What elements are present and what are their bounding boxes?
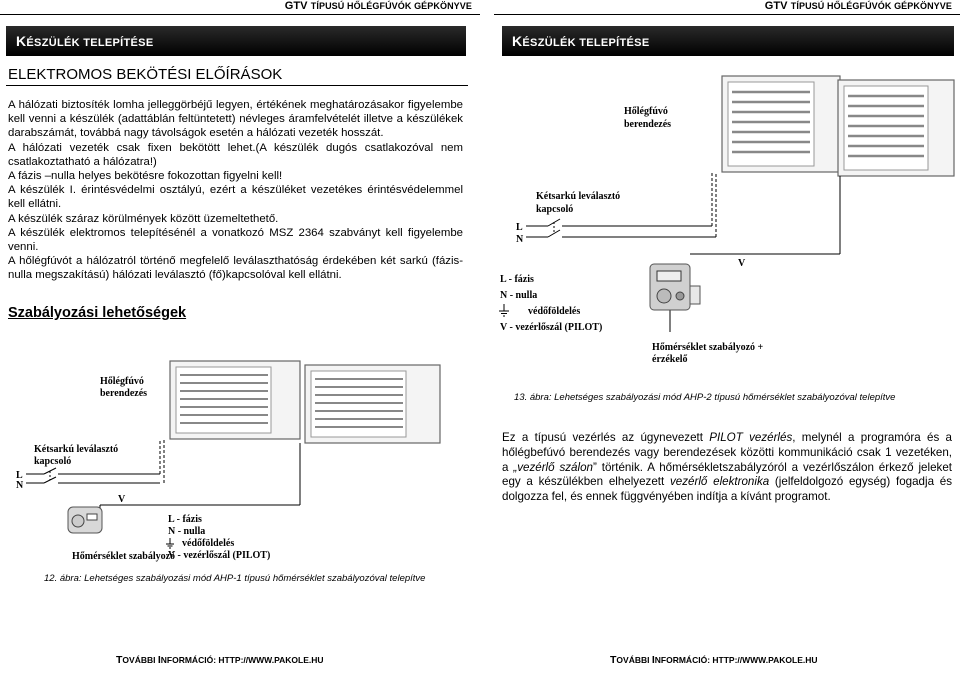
header-rule bbox=[0, 14, 480, 15]
subsection-title: Szabályozási lehetőségek bbox=[8, 305, 187, 321]
diagram-label-switch: kapcsoló bbox=[536, 204, 574, 215]
diagram-label-v: V bbox=[738, 258, 746, 269]
main-title: ELEKTROMOS BEKÖTÉSI ELŐÍRÁSOK bbox=[8, 66, 283, 83]
section-bar: KÉSZÜLÉK TELEPÍTÉSE bbox=[502, 26, 954, 56]
diagram-label-thermostat: Hőmérséklet szabályozó bbox=[72, 551, 176, 562]
ground-icon bbox=[166, 538, 174, 548]
header-title: TÍPUSÚ HŐLÉGFÚVÓK GÉPKÖNYVE bbox=[310, 1, 472, 11]
header-brand: GTV bbox=[284, 0, 308, 12]
heater-unit bbox=[722, 76, 954, 176]
diagram-label-switch: kapcsoló bbox=[34, 456, 72, 467]
paragraph: A hálózati vezeték csak fixen bekötött lehet.(A készülék dugós csatlakozóval nem csatlakoztatható a hálózatra!) bbox=[8, 141, 463, 168]
diagram-label-l: L bbox=[16, 470, 23, 481]
diagram-label-thermostat: érzékelő bbox=[652, 354, 688, 365]
title-rule bbox=[6, 85, 468, 86]
legend-phase: L - fázis bbox=[168, 514, 202, 525]
header-brand: GTV bbox=[764, 0, 788, 12]
diagram-label-heater: berendezés bbox=[100, 388, 148, 399]
page-header bbox=[765, 0, 952, 12]
diagram-label-switch: Kétsarkú leválasztó bbox=[536, 191, 621, 202]
legend-pilot: V - vezérlőszál (PILOT) bbox=[168, 550, 271, 561]
paragraph: A készülék száraz körülmények között üzemeltethető. bbox=[8, 212, 279, 225]
page-footer: TOVÁBBI INFORMÁCIÓ: HTTP://WWW.PAKOLE.HU bbox=[116, 654, 324, 666]
diagram-label-l: L bbox=[516, 222, 523, 233]
thermostat-device bbox=[68, 507, 102, 533]
paragraph: A készülék elektromos telepítésénél a vonatkozó MSZ 2364 szabványt kell figyelembe venni. bbox=[8, 226, 463, 254]
intro-paragraphs bbox=[8, 98, 463, 283]
diagram-label-n: N bbox=[16, 480, 24, 491]
diagram-label-thermostat: Hőmérséklet szabályozó + bbox=[652, 342, 764, 353]
page-footer: TOVÁBBI INFORMÁCIÓ: HTTP://WWW.PAKOLE.HU bbox=[610, 654, 818, 666]
ground-icon bbox=[499, 304, 509, 316]
paragraph: A készülék I. érintésvédelmi osztályú, ezért a készüléket vezetékes érintésvédelemmel kell ellátni. bbox=[8, 184, 463, 211]
diagram-label-heater: Hőlégfúvó bbox=[100, 376, 144, 387]
diagram-label-heater: Hőlégfúvó bbox=[624, 106, 668, 117]
legend-ground: védőföldelés bbox=[528, 306, 581, 317]
header-title: TÍPUSÚ HŐLÉGFÚVÓK GÉPKÖNYVE bbox=[790, 1, 952, 11]
diagram-label-switch: Kétsarkú leválasztó bbox=[34, 444, 119, 455]
page-header bbox=[285, 0, 472, 12]
heater-unit bbox=[170, 361, 440, 443]
diagram-label-v: V bbox=[118, 494, 126, 505]
wiring-diagram-ahp2 bbox=[494, 64, 960, 384]
thermostat-device bbox=[650, 264, 700, 310]
wiring-diagram-ahp1 bbox=[0, 355, 480, 570]
legend-ground: védőföldelés bbox=[182, 538, 235, 549]
legend-neutral: N - nulla bbox=[500, 290, 538, 301]
legend-pilot: V - vezérlőszál (PILOT) bbox=[500, 322, 603, 333]
section-bar: KÉSZÜLÉK TELEPÍTÉSE bbox=[6, 26, 466, 56]
figure-caption: 13. ábra: Lehetséges szabályozási mód AHP-2 típusú hőmérséklet szabályozóval telepítve bbox=[514, 392, 896, 403]
header-rule bbox=[494, 14, 960, 15]
pilot-paragraph: Ez a típusú vezérlés az úgynevezett PILOT vezérlés, melynél a programóra és a hőlégbefúvó berendezés vagy berendezések közötti kommunikáció csak 1 vezetéken, a „vezérlő szálon” történik. A hőmérsékletszabályzóról a vezérlőszálon érkező jeleket egy a készülékben elhelyezett vezérlő elektronika (jelfeldolgozó egység) fogadja és dolgozza fel, és ennek függvényében indítja a kívánt programot. bbox=[502, 431, 952, 504]
diagram-label-n: N bbox=[516, 234, 524, 245]
diagram-label-heater: berendezés bbox=[624, 119, 672, 130]
right-page bbox=[494, 0, 960, 674]
legend-neutral: N - nulla bbox=[168, 526, 206, 537]
legend-phase: L - fázis bbox=[500, 274, 534, 285]
paragraph: A hálózati biztosíték lomha jelleggörbéjű legyen, értékének meghatározásakor figyelembe kell venni a készülék (adattáblán feltüntetett) névleges áramfelvételét illetve a készülékek darabszámát, továbbá nagy távolságok esetén a hálózati vezeték hosszát. bbox=[8, 99, 463, 140]
paragraph: A hőlégfúvót a hálózatról történő megfelelő leválaszthatóság érdekében két sarkú (fázis-nulla megszakítású) hálózati leválasztó (fő)kapcsolóval kell ellátni. bbox=[8, 255, 463, 282]
paragraph: A fázis –nulla helyes bekötésre fokozottan figyelni kell! bbox=[8, 170, 283, 183]
figure-caption: 12. ábra: Lehetséges szabályozási mód AHP-1 típusú hőmérséklet szabályozóval telepítve bbox=[44, 573, 426, 584]
